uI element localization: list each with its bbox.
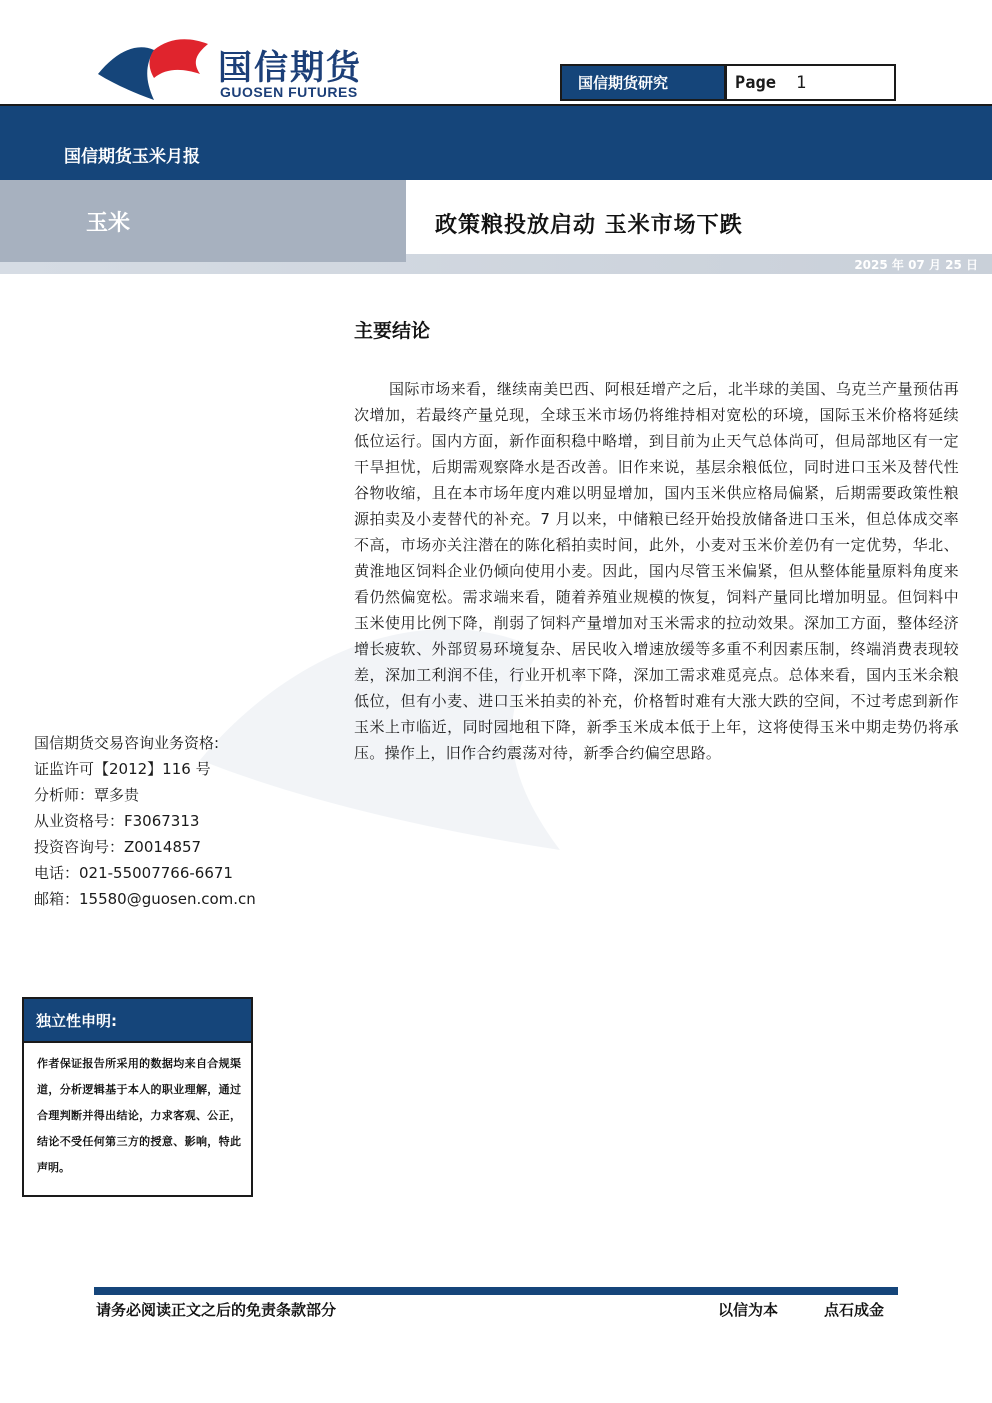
phone-number: 电话：021-55007766-6671 (34, 864, 233, 882)
page-number-box (727, 66, 894, 99)
footer-rule (94, 1287, 898, 1295)
analyst-name: 分析师：覃多贵 (34, 786, 140, 804)
license-number: 证监许可【2012】116 号 (34, 760, 211, 778)
report-date: 2025 年 07 月 25 日 (854, 258, 978, 272)
page-number: 1 (795, 72, 807, 93)
report-title: 国信期货玉米月报 (64, 147, 200, 167)
analyst-info (34, 730, 256, 912)
research-label: 国信期货研究 (562, 66, 727, 99)
independence-statement (22, 997, 253, 1197)
statement-body: 作者保证报告所采用的数据均来自合规渠道，分析逻辑基于本人的职业理解，通过合理判断并得出结论，力求客观、公正，结论不受任何第三方的授意、影响，特此声明。 (37, 1057, 241, 1174)
section-title: 主要结论 (354, 320, 431, 342)
category-label: 玉米 (86, 211, 131, 236)
page-indicator (560, 64, 896, 101)
consulting-number: 投资咨询号：Z0014857 (34, 838, 202, 856)
report-headline: 政策粮投放启动 玉米市场下跌 (435, 213, 743, 238)
footer-motto-1: 以信为本 (718, 1301, 779, 1319)
page-word: Page (735, 72, 776, 93)
footer-motto-2: 点石成金 (824, 1301, 885, 1319)
category-band (0, 180, 406, 262)
license-line: 国信期货交易咨询业务资格: (34, 734, 220, 752)
logo-mark-icon (96, 34, 214, 104)
brand-name-cn: 国信期货 (218, 48, 362, 88)
qualification-number: 从业资格号：F3067313 (34, 812, 200, 830)
company-logo (96, 34, 386, 104)
conclusion-paragraph: 国际市场来看，继续南美巴西、阿根廷增产之后，北半球的美国、乌克兰产量预估再次增加，若最终产量兑现，全球玉米市场仍将维持相对宽松的环境，国际玉米价格将延续低位运行。国内方面，新作面积稳中略增，到目前为止天气总体尚可，但局部地区有一定干旱担忧，后期需观察降水是否改善。旧作来说，基层余粮低位，同时进口玉米及替代性谷物收缩，且在本市场年度内难以明显增加，国内玉米供应格局偏紧，后期需要政策性粮源拍卖及小麦替代的补充。7 月以来，中储粮已经开始投放储备进口玉米，但总体成交率不高，市场亦关注潜在的陈化稻拍卖时间，此外，小麦对玉米价差仍有一定优势，华北、黄淮地区饲料企业仍倾向使用小麦。因此，国内尽管玉米偏紧，但从整体能量原料角度来看仍然偏宽松。需求端来看，随着养殖业规模的恢复，饲料产量同比增加明显。但饲料中玉米使用比例下降，削弱了饲料产量增加对玉米需求的拉动效果。深加工方面，整体经济增长疲软、外部贸易环境复杂、居民收入增速放缓等多重不利因素压制，终端消费表现较差，深加工利润不佳，行业开机率下降，深加工需求难觅亮点。总体来看，国内玉米余粮低位，但有小麦、进口玉米拍卖的补充，价格暂时难有大涨大跌的空间，不过考虑到新作玉米上市临近，同时园地租下降，新季玉米成本低于上年，这将使得玉米中期走势仍将承压。操作上，旧作合约震荡对待，新季合约偏空思路。 (354, 380, 959, 762)
email-address[interactable]: 邮箱：15580@guosen.com.cn (34, 890, 256, 908)
brand-name-en: GUOSEN FUTURES (220, 84, 358, 100)
statement-title: 独立性申明: (24, 999, 251, 1043)
footer-disclaimer: 请务必阅读正文之后的免责条款部分 (96, 1301, 337, 1319)
